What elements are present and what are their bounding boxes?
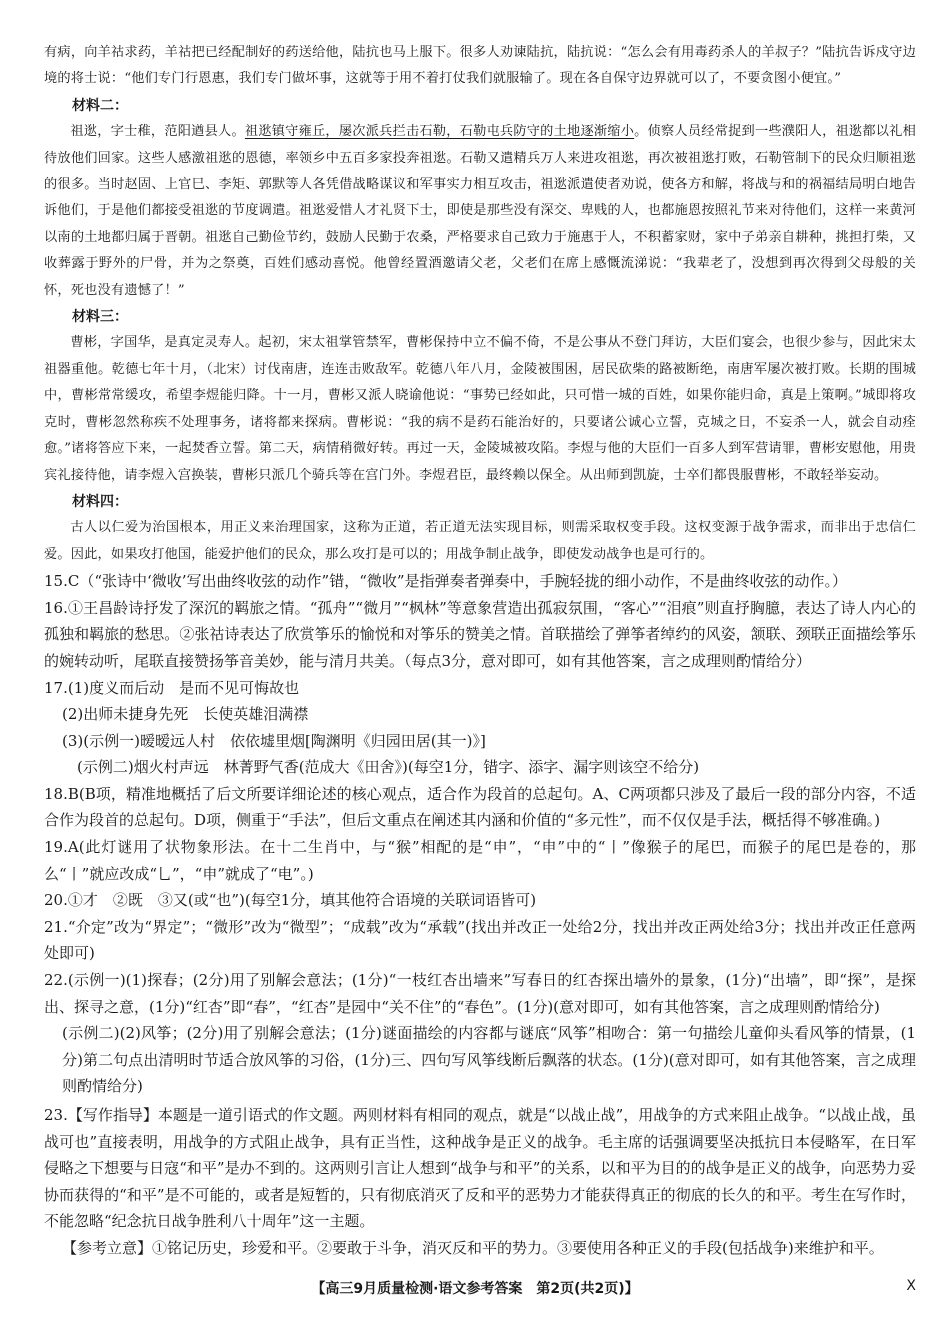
writing-guide-text: 本题是一道引语式的作文题。两则材料有相同的观点，就是“以战止战”，用战争的方式来阻止战争。“以战止战，虽战可也”直接表明，用战争的方式阻止战争，具有正当性，这种战争是正义的战争。毛主席的话强调要坚决抵抗日本侵略军，在日军侵略之下想要与日寇“和平”是办不到的。这两则引言让人想到“战争与和平”的关系，以和平为目的的战争是正义的战争，向恶势力妥协而获得的“和平”是不可能的，或者是短暂的，只有彻底消灭了反和平的恶势力才能获得真正的彻底的长久的和平。考生在写作时，不能忽略“纪念抗日战争胜利八十周年”这一主题。 — [44, 1106, 916, 1231]
answer-21: 21.“介定”改为“界定”；“微形”改为“微型”；“成载”改为“承载”(找出并改正一处给2分，找出并改正两处给3分；找出并改正任意两处即可) — [44, 917, 916, 963]
answer-22-example-1: 22.(示例一)(1)探春；(2分)用了别解会意法；(1分)“一枝红杏出墙来”写春日的红杏探出墙外的景象，(1分)“出墙”，即“探”，是探出、探寻之意，(1分)“红杏”即“春”，“红杏”是园中“关不住”的“春色”。(1分)(意对即可，如有其他答案，言之成理则酌情给分) — [44, 971, 916, 1016]
answer-15: 15.C（“张诗中‘微收’写出曲终收弦的动作”错，“微收”是指弹奏者弹奏中，手腕轻拢的细小动作，不是曲终收弦的动作。） — [44, 572, 848, 591]
material-two-body: 。侦察人员经常捉到一些濮阳人，祖逖都以礼相待放他们回家。这些人感激祖逖的恩德，率领乡中五百多家投奔祖逖。石勒又遣精兵万人来进攻祖逖，再次被祖逖打败，石勒管制下的民众归顺祖逖的很多。当时赵固、上官巳、李矩、郭默等人各凭借战略谋议和军事实力相互攻击，祖逖派遣使者劝说，使各方和解，将战与和的祸福结局明白地告诉他们，于是他们都接受祖逖的节度调遣。祖逖爱惜人才礼贤下士，即使是那些没有深交、卑贱的人，也都施恩按照礼节来对待他们，这样一来黄河以南的土地都归属于晋朝。祖逖自己勤俭节约，鼓励人民勤于农桑，严格要求自己致力于施惠于人，不积蓄家财，家中子弟亲自耕种，挑担打柴，又收葬露于野外的尸骨，并为之祭奠，百姓们感动喜悦。他曾经置酒邀请父老，父老们在席上感慨流涕说：“我辈老了，没想到再次得到父母般的关怀，死也没有遗憾了！” — [44, 124, 916, 298]
answer-23-prefix: 23. — [44, 1106, 68, 1124]
material-two-text — [44, 119, 916, 304]
answer-17-line-1: 17.(1)度义而后动 是而不见可悔故也 — [44, 678, 300, 697]
material-three-text: 曹彬，字国华，是真定灵寿人。起初，宋太祖掌管禁军，曹彬保持中立不偏不倚，不是公事从不登门拜访，大臣们宴会，也很少参与，因此宋太祖器重他。乾德七年十月，（北宋）讨伐南唐，连连击败敌军。乾德八年八月，金陵被围困，居民砍柴的路被断绝，南唐军屡次被打败。长期的围城中，曹彬常常缓攻，希望李煜能归降。十一月，曹彬又派人晓谕他说：“事势已经如此，只可惜一城的百姓，如果你能归命，真是上策啊。”城即将攻克时，曹彬忽然称疾不处理事务，诸将都来探病。曹彬说：“我的病不是药石能治好的，只要诸公诚心立誓，克城之日，不妄杀一人，就会自动痊愈。”诸将答应下来，一起焚香立誓。第二天，病情稍微好转。再过一天，金陵城被攻陷。李煜与他的大臣们一百多人到军营请罪，曹彬安慰他，用贵宾礼接待他，请李煜入宫换装，曹彬只派几个骑兵等在宫门外。李煜君臣，最终赖以保全。从出师到凯旋，士卒们都畏服曹彬，不敢轻举妄动。 — [44, 335, 916, 483]
footer-mark: X — [906, 1278, 916, 1294]
answer-16: 16.①王昌龄诗抒发了深沉的羁旅之情。“孤舟”“微月”“枫林”等意象营造出孤寂氛围，“客心”“泪痕”则直抒胸臆，表达了诗人内心的孤独和羁旅的愁思。②张祜诗表达了欣赏筝乐的愉悦和对筝乐的赞美之情。首联描绘了弹筝者绰约的风姿，颔联、颈联正面描绘筝乐的婉转动听，尾联直接赞扬筝音美妙，能与清月共美。（每点3分，意对即可，如有其他答案，言之成理则酌情给分） — [44, 598, 916, 670]
material-four-text: 古人以仁爱为治国根本，用正义来治理国家，这称为正道，若正道无法实现目标，则需采取权变手段。这权变源于战争需求，而非出于忠信仁爱。因此，如果攻打他国，能爱护他们的民众，那么攻打是可以的；用战争制止战争，即使发动战争也是可行的。 — [44, 520, 916, 562]
answer-23-reference — [62, 1235, 916, 1262]
material-four-heading: 材料四： — [72, 493, 128, 510]
material-two-underlined-sentence: 祖逖镇守雍丘，屡次派兵拦击石勒，石勒屯兵防守的土地逐渐缩小 — [244, 124, 635, 140]
material-two-lead: 祖逖，字士稚，范阳遒县人。 — [70, 124, 245, 140]
answer-19: 19.A(此灯谜用了状物象形法。在十二生肖中，与“猴”相配的是“申”，“申”中的“丨”像猴子的尾巴，而猴子的尾巴是卷的，那么“丨”就应改成“乚”，“申”就成了“电”。) — [44, 838, 916, 883]
writing-guide-label: 【写作指导】 — [67, 1106, 158, 1124]
reference-label: 【参考立意】 — [62, 1238, 153, 1257]
answer-18: 18.B(B项，精准地概括了后文所要详细论述的核心观点，适合作为段首的总起句。A、C两项都只涉及了最后一段的部分内容，不适合作为段首的总起句。D项，侧重于“手法”，但后文重点在阐述其内涵和价值的“多元性”，而不仅仅是手法，概括得不够准确。) — [44, 784, 916, 830]
answer-22-example-2: (示例二)(2)风筝；(2分)用了别解会意法；(1分)谜面描绘的内容都与谜底“风筝”相吻合：第一句描绘儿童仰头看风筝的情景，(1分)第二句点出清明时节适合放风筝的习俗，(1分)三、四句写风筝线断后飘落的状态。(1分)(意对即可，如有其他答案，言之成理则酌情给分) — [62, 1024, 916, 1096]
reference-text: ①铭记历史，珍爱和平。②要敢于斗争，消灭反和平的势力。③要使用各种正义的手段(包括战争)来维护和平。 — [152, 1238, 884, 1257]
material-two-heading: 材料二： — [72, 97, 128, 114]
page-footer — [0, 1278, 950, 1302]
material-one-tail: 有病，向羊祜求药，羊祜把已经配制好的药送给他，陆抗也马上服下。很多人劝谏陆抗，陆抗说：“怎么会有用毒药杀人的羊叔子？”陆抗告诉戍守边境的将士说：“他们专门行恩惠，我们专门做坏事，这就等于用不着打仗我们就服输了。现在各自保守边界就可以了，不要贪图小便宜。” — [44, 45, 916, 87]
answer-17-line-3: (3)(示例一)暧暧远人村 依依墟里烟[陶渊明《归园田居(其一)》] — [62, 731, 486, 750]
answer-page — [44, 40, 916, 1262]
answer-17-line-2: (2)出师未捷身先死 长使英雄泪满襟 — [62, 705, 309, 724]
answer-20: 20.①才 ②既 ③又(或“也”)(每空1分，填其他符合语境的关联词语皆可) — [44, 891, 537, 910]
answer-17-line-4: (示例二)烟火村声远 林菁野气香(范成大《田舍》)(每空1分，错字、添字、漏字则该空不给分) — [77, 758, 700, 777]
material-three-heading: 材料三： — [72, 309, 128, 326]
answer-23-writing-guide — [44, 1102, 916, 1235]
footer-title: 【高三9月质量检测·语文参考答案 第2页(共2页)】 — [311, 1281, 639, 1297]
